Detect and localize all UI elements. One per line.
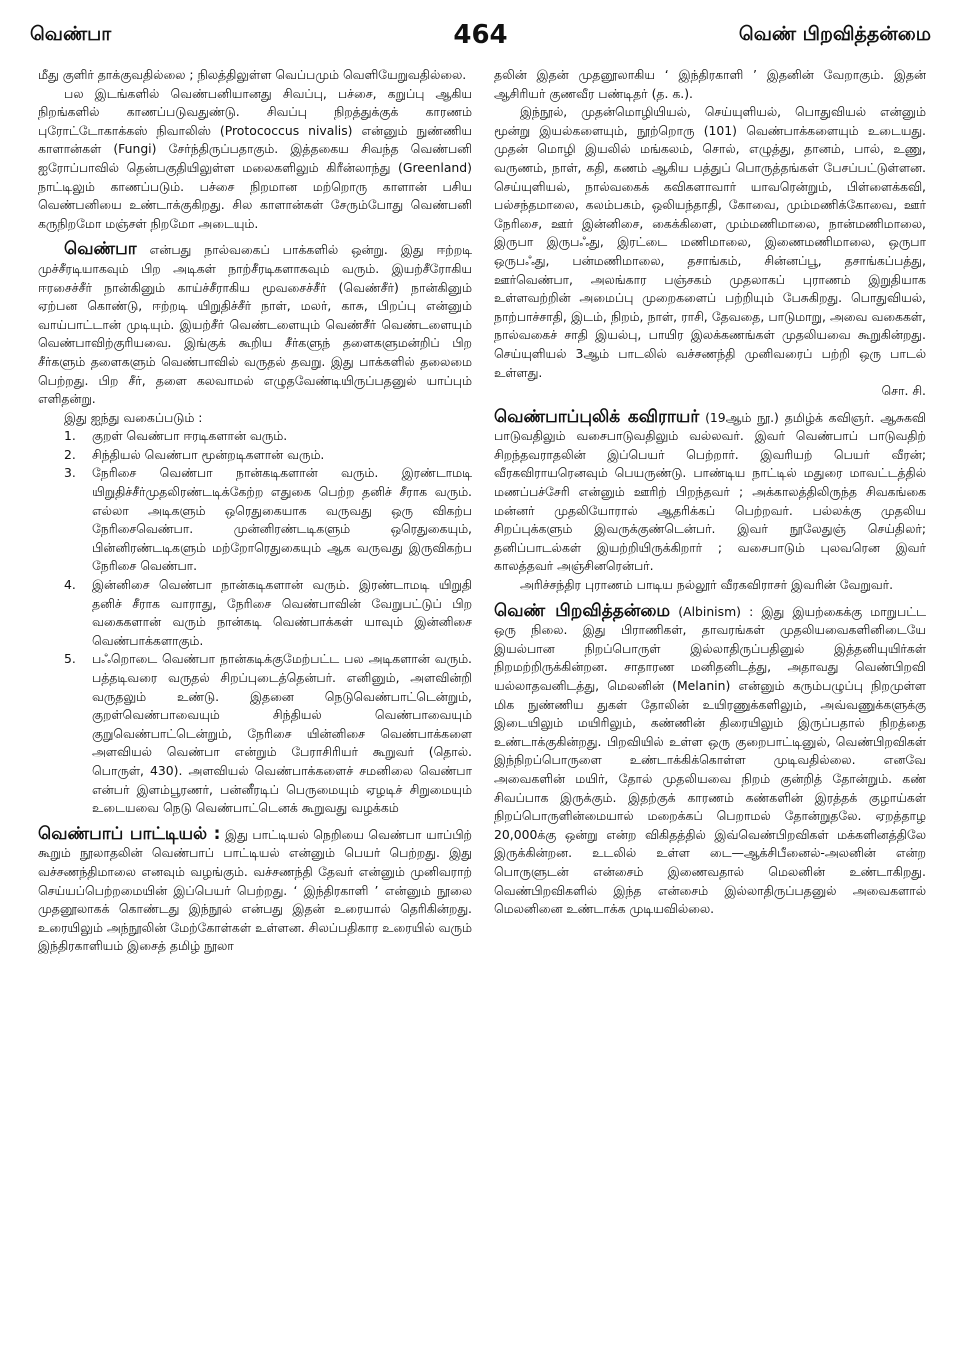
running-header (30, 14, 931, 56)
list-item (38, 650, 472, 817)
left-column (38, 66, 472, 1346)
entry-venbappuli-text: தமிழ்க் கவிஞர். ஆசுகவி பாடுவதிலும் வசைபாடுவதிலும் வல்லவர். இவர் வெண்பாப் பாடுவதிற் சிறந்தவராதலின் இப்பெயர் பெற்றார். இவரியற் பெயர் வீரன்; வீரகவிராயரெனவும் பெயருண்டு. பாண்டிய நாட்டில் மதுரை மாவட்டத்தில் மணப்பச்சேரி என்னும் ஊரிற் பிறந்தவர் ; அக்காலத்திலிருந்த சிவகங்கை மன்னர் முதலியோரால் ஆதரிக்கப் பெற்றவர். பல்லக்கு முதலிய சிறப்புக்களும் இவருக்குண்டென்பர். இவர் நூலேதுஞ் செய்திலர்; தனிப்பாடல்கள் இயற்றியிருக்கிறார் ; வசைபாடும் புலவரென இவர் காலத்தவர் அஞ்சினரென்பர். (494, 409, 926, 574)
entry-venba-paattiyal (38, 824, 472, 956)
list-number: 3. (64, 465, 76, 481)
list-item (38, 427, 472, 446)
headword-venba: வெண்பா (64, 239, 137, 260)
list-number: 4. (64, 577, 76, 593)
headword-albinism: வெண் பிறவித்தன்மை (494, 600, 671, 621)
list-number: 2. (64, 446, 76, 462)
header-left-keyword: வெண்பா (30, 22, 112, 45)
entry-albinism (494, 601, 926, 919)
entry-venbappuli-note: அரிச்சந்திர புராணம் பாடிய நல்லூர் வீரகவிராசர் இவரின் வேறுவர். (520, 577, 894, 593)
entry-venba (38, 239, 472, 408)
entry-venba-paattiyal-text: இது பாட்டியல் நெறியை வெண்பா யாப்பிற் கூறும் நூலாதலின் வெண்பாப் பாட்டியல் என்னும் பெயர் பெற்றது. இது வச்சணந்திமாலை எனவும் வழங்கும். வச்சணந்தி தேவர் என்னும் முனிவராற் செய்யப்பெற்றமையின் இப்பெயர் பெற்றது. ‘ இந்திரகாளி ’ என்னும் நூலை முதனூலாகக் கொண்டது இந்நூல் என்பது இதன் உரையால் தெரிகின்றது. உரையிலும் அந்நூலின் மேற்கோள்கள் உள்ளன. சிலப்பதிகார உரையில் வரும் இந்திரகாளியம் இசைத் தமிழ் நூலா (38, 826, 472, 954)
book-contents-paragraph: இந்நூல், முதன்மொழியியல், செய்யுளியல், பொதுவியல் என்னும் மூன்று இயல்களையும், நூற்றொரு (101) வெண்பாக்களையும் உடையது. முதன் மொழி இயலில் மங்கலம், சொல், எழுத்து, தானம், பால், உணு, வருணம், நாள், கதி, கணம் ஆகிய பத்துப் பொருத்தங்கள் பேசப்பட்டுள்ளன. செய்யுளியல், நால்வகைக் கவிகளாவார் யாவரென்றும், பிள்ளைக்கவி, பல்சந்தமாலை, கலம்பகம், ஒலியந்தாதி, கோவை, மும்மணிக்கோவை, ஊர் நேரிசை, ஊர் இன்னிசை, கைக்கிளை, மும்மணிமாலை, நான்மணிமாலை, இருபா இருபஃது, இரட்டை மணிமாலை, இணைமணிமாலை, ஒருபா ஒருபஃது, பன்மணிமாலை, தசாங்கம், சின்னப்பூ, தசாங்கப்பத்து, ஊர்வெண்பா, அலங்கார பஞ்சகம் முதலாகப் புராணம் இறுதியாக உள்ளவற்றின் அமைப்பு முறைகளைப் பற்றியும் பேசுகிறது. பொதுவியல், நாற்பாச்சாதி, இடம், நிறம், நாள், ராசி, தேவதை, பாடுமாறு, அவை வகைகள், நால்வகைச் சாதி இயல்பு, பாயிர இலக்கணங்கள் முதலியவை கூறுகின்றது. செய்யுளியல் 3ஆம் பாடலில் வச்சணந்தி முனிவரைப் பற்றி ஒரு பாடல் உள்ளது. (494, 104, 926, 380)
headword-venbappuli-kaviraayar: வெண்பாப்புலிக் கவிராயர் (494, 406, 700, 427)
continued-paragraph: தலின் இதன் முதனூலாகிய ‘ இந்திரகாளி ’ இதனின் வேறாகும். இதன் ஆசிரியர் குணவீர பண்டிதர் (த. க.). (494, 67, 926, 101)
author-initials: சொ. சி. (881, 383, 926, 399)
list-number: 1. (64, 428, 76, 444)
page-number: 464 (453, 20, 508, 50)
headword-latin: (Albinism) : (678, 603, 754, 619)
list-text: பஃறொடை வெண்பா நான்கடிக்குமேற்பட்ட பல அடிகளான் வரும். பத்தடிவரை வருதல் சிறப்புடைத்தென்பர். எனினும், அளவின்றி வருதலும் உண்டு. இதனை நெடுவெண்பாட்டென்றும், குறள்வெண்பாவையும் சிந்தியல் வெண்பாவையும் குறுவெண்பாட்டென்றும், நேரிசை யின்னிசை வெண்பாக்களை அளவியல் வெண்பா என்றும் பேராசிரியர் கூறுவர் (தொல். பொருள், 430). அளவியல் வெண்பாக்களைச் சமனிலை வெண்பா என்பர் இளம்பூரணர், பன்னீரடிப் பெருமையும் ஏழடிச் சிறுமையும் உடையவை நெடு வெண்பாட்டெனக் கூறுவது வழக்கம் (92, 651, 472, 816)
entry-venba-text: என்பது நால்வகைப் பாக்களில் ஒன்று. இது ஈற்றடி முச்சீரடியாகவும் பிற அடிகள் நாற்சீரடிகளாகவும் வரும். இயற்சீரோகிய ஈரசைச்சீர் நான்கினும் காய்ச்சீராகிய மூவசைச்சீர் (வெண்சீர்) நான்கினும் ஏற்பன கொண்டு, ஈற்றடி யிறுதிச்சீர் நாள், மலர், காசு, பிறப்பு என்னும் வாய்பாட்டான் முடியும். இயற்சீர் வெண்டளையும் வெண்சீர் வெண்டளையும் வெண்பாவிற்குரியவை. இங்குக் கூறிய சீர்களுந் தளைகளுமன்றிப் பிற சீர்களும் தளைகளும் வெண்பாவில் வருதல் தவறு. இது பாக்களில் தலைமை பெற்றது. பிற சீர், தளை கலவாமல் எழுதவேண்டியிருப்பதனுல் யாப்பும் எளிதன்று. (38, 242, 472, 407)
list-text: நேரிசை வெண்பா நான்கடிகளான் வரும். இரண்டாமடி யிறுதிச்சீர்முதலிரண்டடிக்கேற்ற எதுகை பெற்ற தனிச் சீராக வரும். எல்லா அடிகளும் ஒரெதுகையாக வருவது ஒரு விகற்ப நேரிசைவெண்பா. முன்னிரண்டடிகளும் ஒரெதுகையும், பின்னிரண்டடிகளும் மற்றோரெதுகையும் ஆக வருவது இருவிகற்ப நேரிசை வெண்பா. (92, 465, 472, 574)
snow-color-paragraph: பல இடங்களில் வெண்பனியானது சிவப்பு, பச்சை, கறுப்பு ஆகிய நிறங்களில் காணப்படுவதுண்டு. சிவப்பு நிறத்துக்குக் காரணம் புரோட்டோகாக்கஸ் நிவாலிஸ் (Protococcus nivalis) என்னும் நுண்ணிய காளான்கள் (Fungi) சேர்ந்திருப்பதாகும். இத்தகைய சிவந்த வெண்பனி ஐரோப்பாவில் தென்பகுதியிலுள்ள மலைகளிலும் கிரீன்லாந்து (Greenland) நாட்டிலும் காணப்படும். பச்சை நிறமான மற்றொரு காளான் பசிய வெண்பனியை உண்டாக்குகிறது. சில காளான்கள் சேரும்போது வெண்பனி கருநிறமோ மஞ்சள் நிறமோ அடையும். (38, 85, 472, 231)
list-item (38, 446, 472, 465)
continued-paragraph: மீது குளிர் தாக்குவதில்லை ; நிலத்திலுள்ள வெப்பமும் வெளியேறுவதில்லை. (38, 67, 467, 82)
right-column (494, 66, 926, 1346)
header-right-keyword: வெண் பிறவித்தன்மை (738, 22, 931, 45)
venba-types-intro: இது ஐந்து வகைப்படும் : (64, 409, 203, 425)
list-text: இன்னிசை வெண்பா நான்கடிகளான் வரும். இரண்டாமடி யிறுதி தனிச் சீராக வாராது, நேரிசை வெண்பாவின் வேறுபட்டுப் பிற வகைகளான் வரும் நான்கடி வெண்பாக்கள் யாவும் இன்னிசை வெண்பாக்களாகும். (92, 577, 472, 648)
entry-albinism-text: இது இயற்கைக்கு மாறுபட்ட ஒரு நிலை. இது பிராணிகள், தாவரங்கள் முதலியவைகளினிடையே இயல்பான நிறப்பொருள் இல்லாதிருப்பதினுல் இத்தனியுயிர்கள் நிறமற்றிருக்கின்றன. சாதாரண மனிதனிடத்து, அதாவது வெண்பிறவி யல்லாதவனிடத்து, மெலனின் (Melanin) என்னும் கரும்பழுப்பு நிறமுள்ள மிக நுண்ணிய துகள் தோலின் உயிரணுக்களிலும், அவ்வணுக்களுக்கு இடையிலும் மயிரிலும், கண்ணின் திரையிலும் இருப்பதால் நிறத்தை உண்டாக்குகின்றது. பிறவியில் உள்ள ஒரு குறைபாட்டினுல், வெண்பிறவிகள் இந்நிறப்பொருளை உண்டாக்கிக்கொள்ள முடிவதில்லை. எனவே அவைகளின் மயிர், தோல் முதலியவை நிறம் குன்றித் தோன்றும். கண் சிவப்பாக இருக்கும். இதற்குக் காரணம் கண்களின் இரத்தக் குழாய்கள் நிறப்பொருளின்மையால் மறைக்கப் பெறாமல் தோன்றுதலே. ஏறத்தாழ 20,000க்கு ஒன்று என்ற விகிதத்தில் இவ்வெண்பிறவிகள் மக்களினத்திலே இருக்கின்றன. உடலில் உள்ள டை—ஆக்சிபீனைல்-அலனின் என்ற பொருளுடன் என்சைம் இணைவதால் மெலனின் உண்டாகிறது. வெண்பிறவிகளில் இந்த என்சைம் இல்லாதிருப்பதனுல் அவைகளால் மெலனினை உண்டாக்க முடியவில்லை. (494, 603, 926, 917)
list-item (38, 464, 472, 576)
list-number: 5. (64, 651, 76, 667)
list-item (38, 576, 472, 650)
entry-venbappuli-kaviraayar (494, 407, 926, 576)
list-text: குறள் வெண்பா ஈரடிகளான் வரும். (92, 428, 288, 444)
headword-venba-paattiyal: வெண்பாப் பாட்டியல் : (38, 823, 221, 844)
entry-date: (19ஆம் நூ.) (705, 409, 779, 425)
list-text: சிந்தியல் வெண்பா மூன்றடிகளான் வரும். (92, 446, 325, 462)
venba-types-list (38, 427, 472, 817)
